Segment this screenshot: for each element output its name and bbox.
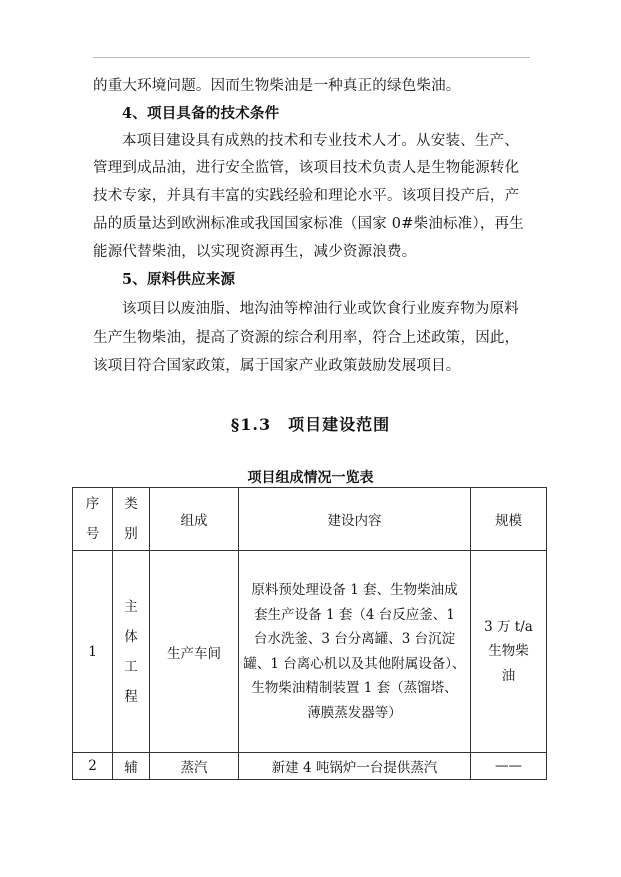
header-no-char-2: 号	[85, 526, 100, 542]
section-title: §1.3 项目建设范围	[230, 415, 391, 434]
body-line-5: 技术专家，并具有丰富的实践经验和理论水平。该项目投产后，产	[93, 188, 520, 204]
content-line-6: 薄膜蒸发器等）	[307, 704, 402, 721]
table-row	[73, 753, 547, 780]
header-no	[73, 488, 113, 551]
header-scale: 规模	[471, 488, 547, 551]
body-line-6: 品的质量达到欧洲标准或我国国家标准（国家 0#柴油标准），再生	[93, 216, 524, 232]
heading-tech-conditions: 4、项目具备的技术条件	[122, 105, 280, 122]
scale-line-1: 3 万 t/a	[484, 618, 533, 635]
content-line-4: 罐、1 台离心机以及其他附属设备）、	[243, 655, 466, 672]
cell-content	[239, 551, 471, 753]
cell-component: 蒸汽	[150, 753, 239, 780]
body-line-10: 生产生物柴油，提高了资源的综合利用率，符合上述政策，因此，	[93, 330, 520, 346]
cell-category: 辅	[113, 753, 150, 780]
cell-content: 新建 4 吨锅炉一台提供蒸汽	[239, 753, 471, 780]
cell-cat-char-2: 体	[124, 628, 138, 645]
header-content: 建设内容	[239, 488, 471, 551]
body-line-4: 管理到成品油，进行安全监管，该项目技术负责人是生物能源转化	[93, 160, 520, 176]
content-line-3: 台水洗釜、3 台分离罐、3 台沉淀	[253, 631, 456, 647]
cell-no: 2	[73, 753, 113, 780]
cell-category	[113, 551, 150, 753]
cell-no: 1	[73, 551, 113, 753]
body-line-3: 本项目建设具有成熟的技术和专业技术人才。从安装、生产、	[122, 133, 519, 149]
cell-scale: ——	[471, 753, 547, 780]
header-rule	[93, 57, 530, 58]
table-row	[73, 551, 547, 753]
content-line-1: 原料预处理设备 1 套、生物柴油成	[251, 582, 458, 598]
table-caption: 项目组成情况一览表	[247, 470, 374, 486]
header-component: 组成	[150, 488, 239, 551]
scale-line-2: 生物柴	[488, 643, 529, 660]
header-cat-char-2: 别	[124, 526, 138, 542]
heading-raw-material: 5、原料供应来源	[122, 271, 236, 288]
header-category	[113, 488, 150, 551]
cell-cat-char-1: 主	[124, 598, 138, 615]
table-header-row	[73, 488, 547, 551]
cell-scale	[471, 551, 547, 753]
cell-component: 生产车间	[150, 551, 239, 753]
body-line-11: 该项目符合国家政策，属于国家产业政策鼓励发展项目。	[93, 358, 461, 374]
scale-line-3: 油	[501, 667, 516, 684]
body-line-1: 的重大环境问题。因而生物柴油是一种真正的绿色柴油。	[93, 78, 461, 94]
header-no-char-1: 序	[85, 496, 100, 512]
content-line-2: 套生产设备 1 套（4 台反应釜、1	[254, 606, 455, 623]
cell-cat-char-3: 工	[124, 658, 138, 675]
body-line-9: 该项目以废油脂、地沟油等榨油行业或饮食行业废弃物为原料	[122, 301, 519, 317]
body-line-7: 能源代替柴油，以实现资源再生，减少资源浪费。	[93, 244, 417, 260]
content-line-5: 生物柴油精制装置 1 套（蒸馏塔、	[251, 680, 458, 696]
header-cat-char-1: 类	[124, 496, 138, 512]
project-composition-table	[72, 487, 547, 780]
cell-cat-char-4: 程	[124, 688, 138, 705]
